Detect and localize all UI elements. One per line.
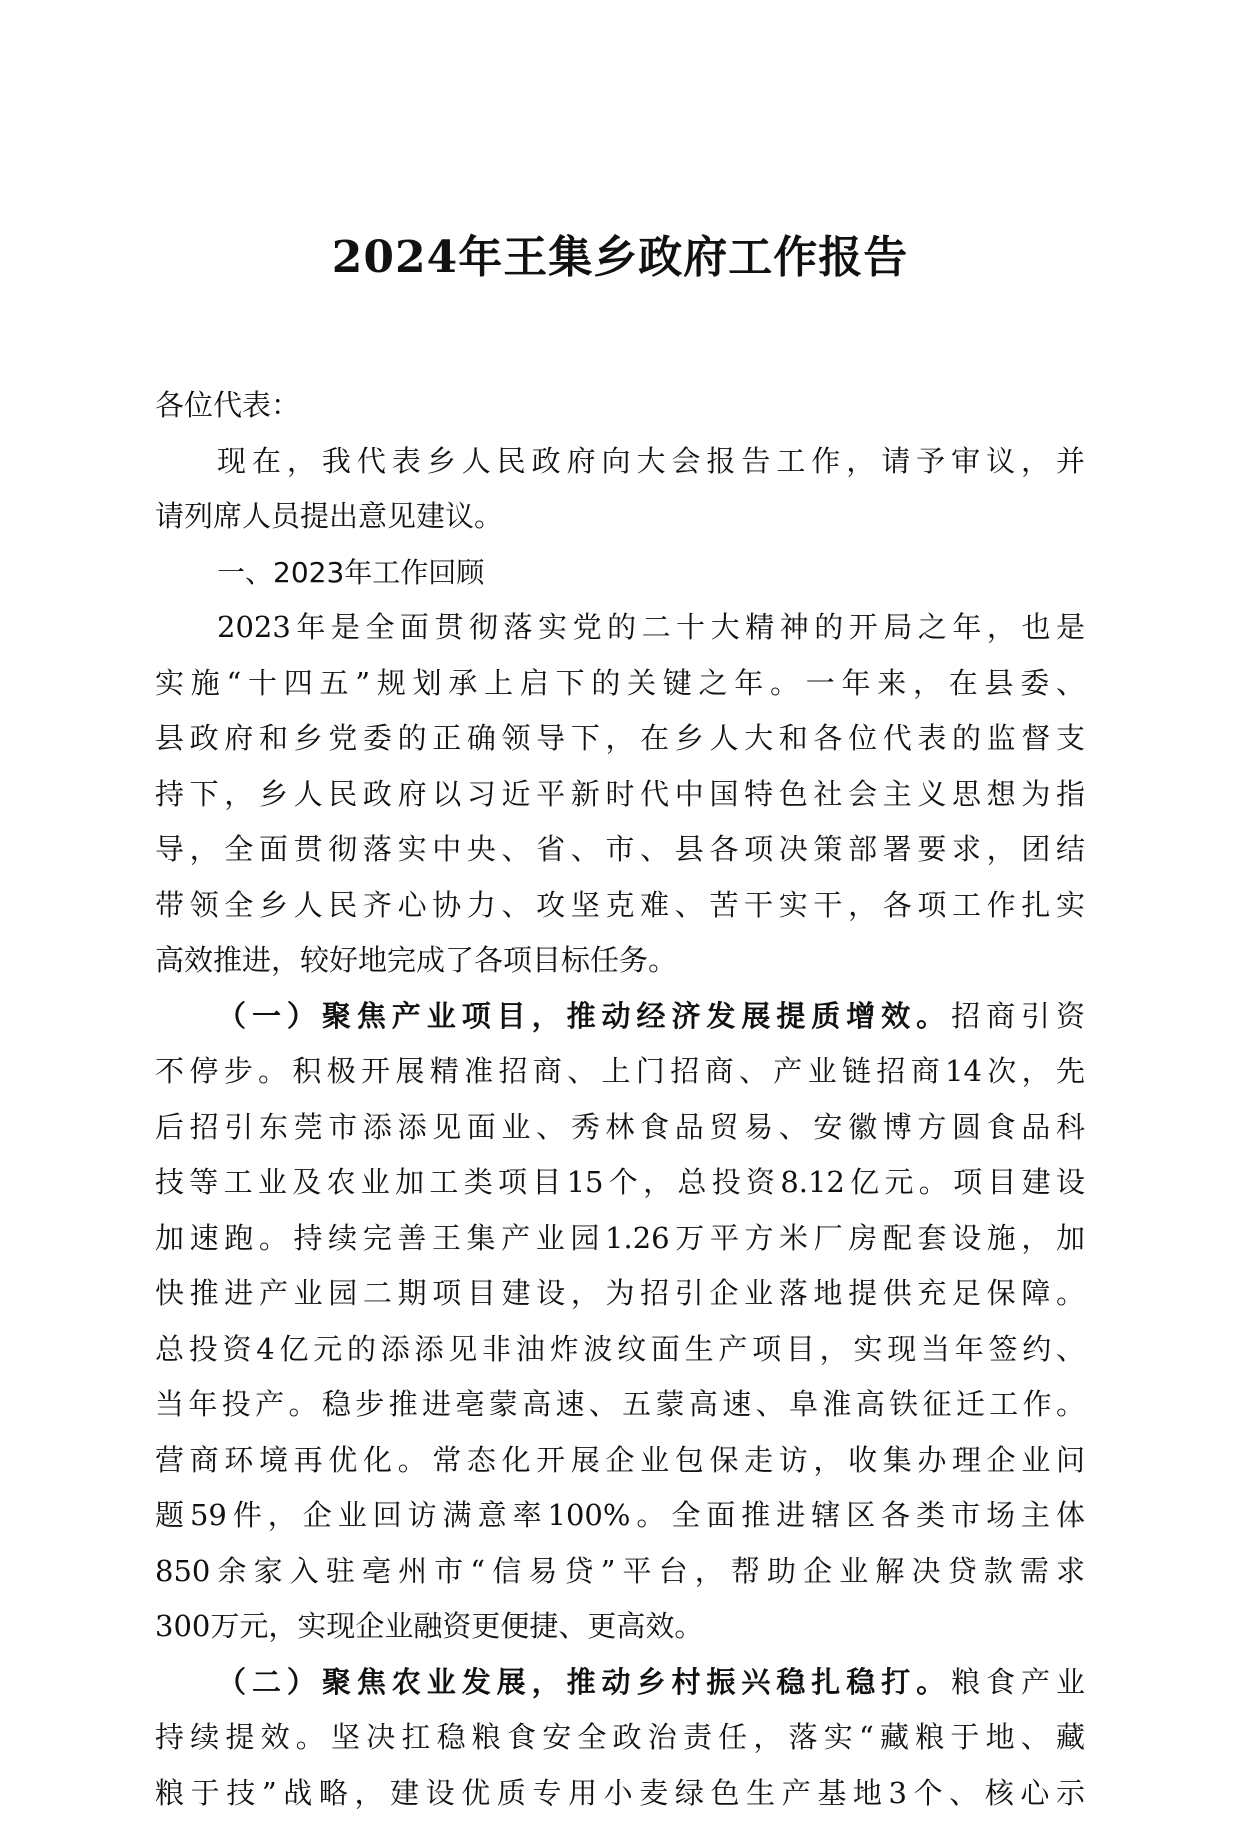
- paragraph-line: 不停步。积极开展精准招商、上门招商、产业链招商14次，先: [155, 1044, 1085, 1100]
- subsection-first-line: [155, 989, 1085, 1045]
- paragraph-line: 带领全乡人民齐心协力、攻坚克难、苦干实干，各项工作扎实: [155, 878, 1085, 934]
- paragraph-line: 技等工业及农业加工类项目15个，总投资8.12亿元。项目建设: [155, 1155, 1085, 1211]
- paragraph-line: 县政府和乡党委的正确领导下，在乡人大和各位代表的监督支: [155, 711, 1085, 767]
- salutation: 各位代表：: [155, 378, 1085, 434]
- subsection-lead-text: 招商引资: [951, 999, 1085, 1033]
- paragraph-line: 后招引东莞市添添见面业、秀林食品贸易、安徽博方圆食品科: [155, 1100, 1085, 1156]
- document-body: [155, 378, 1085, 1821]
- subsection-lead-text: 粮食产业: [951, 1665, 1085, 1699]
- subsection-first-line: [155, 1655, 1085, 1711]
- paragraph-line: 粮于技”战略，建设优质专用小麦绿色生产基地3个、核心示: [155, 1766, 1085, 1821]
- paragraph-line: 实施“十四五”规划承上启下的关键之年。一年来，在县委、: [155, 656, 1085, 712]
- paragraph-line: 高效推进，较好地完成了各项目标任务。: [155, 933, 1085, 989]
- paragraph-line: 持续提效。坚决扛稳粮食安全政治责任，落实“藏粮于地、藏: [155, 1710, 1085, 1766]
- paragraph-line: 2023年是全面贯彻落实党的二十大精神的开局之年，也是: [155, 600, 1085, 656]
- paragraph-line: 当年投产。稳步推进亳蒙高速、五蒙高速、阜淮高铁征迁工作。: [155, 1377, 1085, 1433]
- paragraph-line: 850余家入驻亳州市“信易贷”平台，帮助企业解决贷款需求: [155, 1544, 1085, 1600]
- paragraph-line: 快推进产业园二期项目建设，为招引企业落地提供充足保障。: [155, 1266, 1085, 1322]
- paragraph-line: 导，全面贯彻落实中央、省、市、县各项决策部署要求，团结: [155, 822, 1085, 878]
- subsection-heading: （一）聚焦产业项目，推动经济发展提质增效。: [217, 999, 951, 1033]
- subsection-heading: （二）聚焦农业发展，推动乡村振兴稳扎稳打。: [217, 1665, 951, 1699]
- intro-line: 请列席人员提出意见建议。: [155, 489, 1085, 545]
- section-heading: 一、2023年工作回顾: [155, 545, 1085, 601]
- intro-line: 现在，我代表乡人民政府向大会报告工作，请予审议，并: [155, 434, 1085, 490]
- paragraph-line: 持下，乡人民政府以习近平新时代中国特色社会主义思想为指: [155, 767, 1085, 823]
- paragraph-line: 总投资4亿元的添添见非油炸波纹面生产项目，实现当年签约、: [155, 1322, 1085, 1378]
- paragraph-line: 题59件，企业回访满意率100%。全面推进辖区各类市场主体: [155, 1488, 1085, 1544]
- paragraph-line: 营商环境再优化。常态化开展企业包保走访，收集办理企业问: [155, 1433, 1085, 1489]
- document-title: 2024年王集乡政府工作报告: [0, 228, 1240, 288]
- paragraph-line: 加速跑。持续完善王集产业园1.26万平方米厂房配套设施，加: [155, 1211, 1085, 1267]
- paragraph-line: 300万元，实现企业融资更便捷、更高效。: [155, 1599, 1085, 1655]
